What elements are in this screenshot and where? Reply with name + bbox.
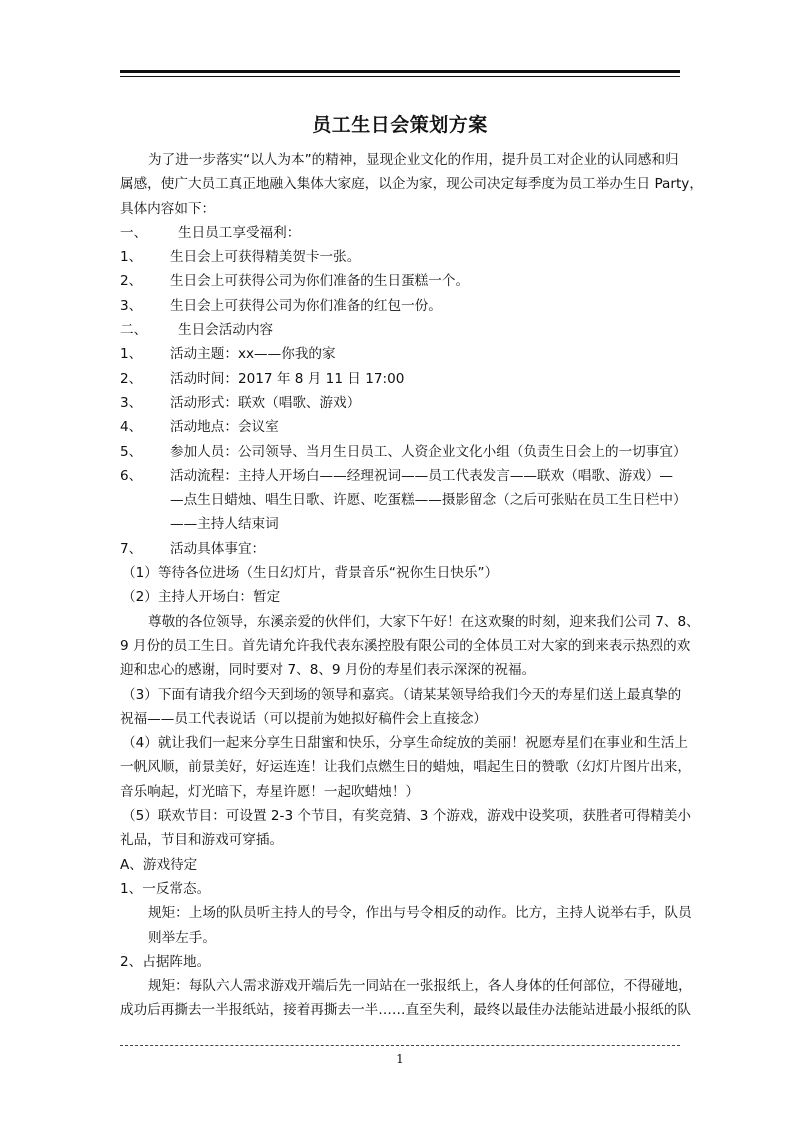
- flow-line: —点生日蜡烛、唱生日歌、许愿、吃蛋糕——摄影留念（之后可张贴在员工生日栏中）: [170, 492, 687, 509]
- step-line: （3）下面有请我介绍今天到场的领导和嘉宾。（请某某领导给我们今天的寿星们送上最真挚的: [122, 686, 682, 703]
- game-rule-line: 规矩：上场的队员听主持人的号令，作出与号令相反的动作。比方，主持人说举右手，队员: [148, 905, 692, 922]
- list-item: 2、 生日会上可获得公司为你们准备的生日蛋糕一个。: [120, 273, 470, 290]
- game-title: 1、一反常态。: [120, 880, 211, 897]
- header-rule-thin: [120, 76, 680, 77]
- list-item: 3、 活动形式：联欢（唱歌、游戏）: [120, 394, 361, 411]
- games-heading: A、游戏待定: [120, 856, 198, 873]
- list-item-flow: 6、 活动流程：主持人开场白——经理祝词——员工代表发言——联欢（唱歌、游戏）— —点生日蜡烛、唱生日歌、许愿、吃蛋糕——摄影留念（之后可张贴在员工生日栏中） ——主持人结束词: [120, 464, 680, 537]
- flow-line: 活动流程：主持人开场白——经理祝词——员工代表发言——联欢（唱歌、游戏）—: [170, 467, 673, 484]
- game-title: 2、占据阵地。: [120, 953, 211, 970]
- step-line: （4）就让我们一起来分享生日甜蜜和快乐，分享生命绽放的美丽！祝愿寿星们在事业和生活上: [122, 735, 688, 752]
- list-item: 3、 生日会上可获得公司为你们准备的红包一份。: [120, 297, 442, 314]
- game-rule-line: 成功后再撕去一半报纸站，接着再撕去一半……直至失利，最终以最佳办法能站进最小报纸的队: [120, 1002, 691, 1019]
- section-heading: 一、 生日员工享受福利：: [120, 224, 301, 241]
- intro-line: 具体内容如下：: [120, 200, 216, 217]
- step-line: （1）等待各位进场（生日幻灯片，背景音乐“祝你生日快乐”）: [122, 565, 499, 582]
- speech-line: 9 月份的员工生日。首先请允许我代表东溪控股有限公司的全体员工对大家的到来表示热烈的欢: [120, 637, 691, 654]
- intro-line: 为了进一步落实“以人为本”的精神，显现企业文化的作用，提升员工对企业的认同感和归: [148, 152, 679, 168]
- section-heading: 二、 生日会活动内容: [120, 322, 274, 339]
- intro-line: 属感，使广大员工真正地融入集体大家庭，以企为家，现公司决定每季度为员工举办生日 Party，: [120, 176, 703, 193]
- step-line: 一帆风顺，前景美好，好运连连！让我们点燃生日的蜡烛，唱起生日的赞歌（幻灯片图片出来，: [120, 759, 691, 776]
- list-item: 2、 活动时间：2017 年 8 月 11 日 17:00: [120, 370, 405, 387]
- list-item: 7、 活动具体事宜：: [120, 540, 266, 557]
- game-rule-line: 规矩：每队六人需求游戏开端后先一同站在一张报纸上，各人身体的任何部位，不得碰地，: [148, 978, 692, 995]
- footer-rule: [120, 1045, 680, 1046]
- speech-line: 尊敬的各位领导，东溪亲爱的伙伴们，大家下午好！在这欢聚的时刻，迎来我们公司 7、8、: [148, 613, 700, 630]
- document-body: [120, 148, 703, 1023]
- step-line: （2）主持人开场白：暂定: [122, 589, 281, 606]
- list-item: 4、 活动地点：会议室: [120, 419, 279, 436]
- document-title: 员工生日会策划方案: [312, 114, 488, 136]
- step-line: （5）联欢节目：可设置 2-3 个节目，有奖竞猜、3 个游戏，游戏中设奖项，获胜者可得精美小: [122, 808, 692, 825]
- step-line: 音乐响起，灯光暗下，寿星许愿！一起吹蜡烛！）: [120, 783, 420, 800]
- page-number: 1: [396, 1052, 404, 1066]
- game-rule-line: 则举左手。: [148, 929, 216, 946]
- list-item: 5、 参加人员：公司领导、当月生日员工、人资企业文化小组（负责生日会上的一切事宜）: [120, 443, 687, 460]
- list-item: 1、 生日会上可获得精美贺卡一张。: [120, 249, 361, 266]
- flow-line: ——主持人结束词: [170, 516, 279, 533]
- step-line: 祝福——员工代表说话（可以提前为她拟好稿件会上直接念）: [120, 710, 488, 727]
- list-item: 1、 活动主题：xx——你我的家: [120, 346, 336, 363]
- header-rule-thick: [120, 70, 680, 73]
- speech-line: 迎和忠心的感谢，同时要对 7、8、9 月份的寿星们表示深深的祝福。: [120, 662, 536, 679]
- step-line: 礼品，节目和游戏可穿插。: [120, 832, 284, 849]
